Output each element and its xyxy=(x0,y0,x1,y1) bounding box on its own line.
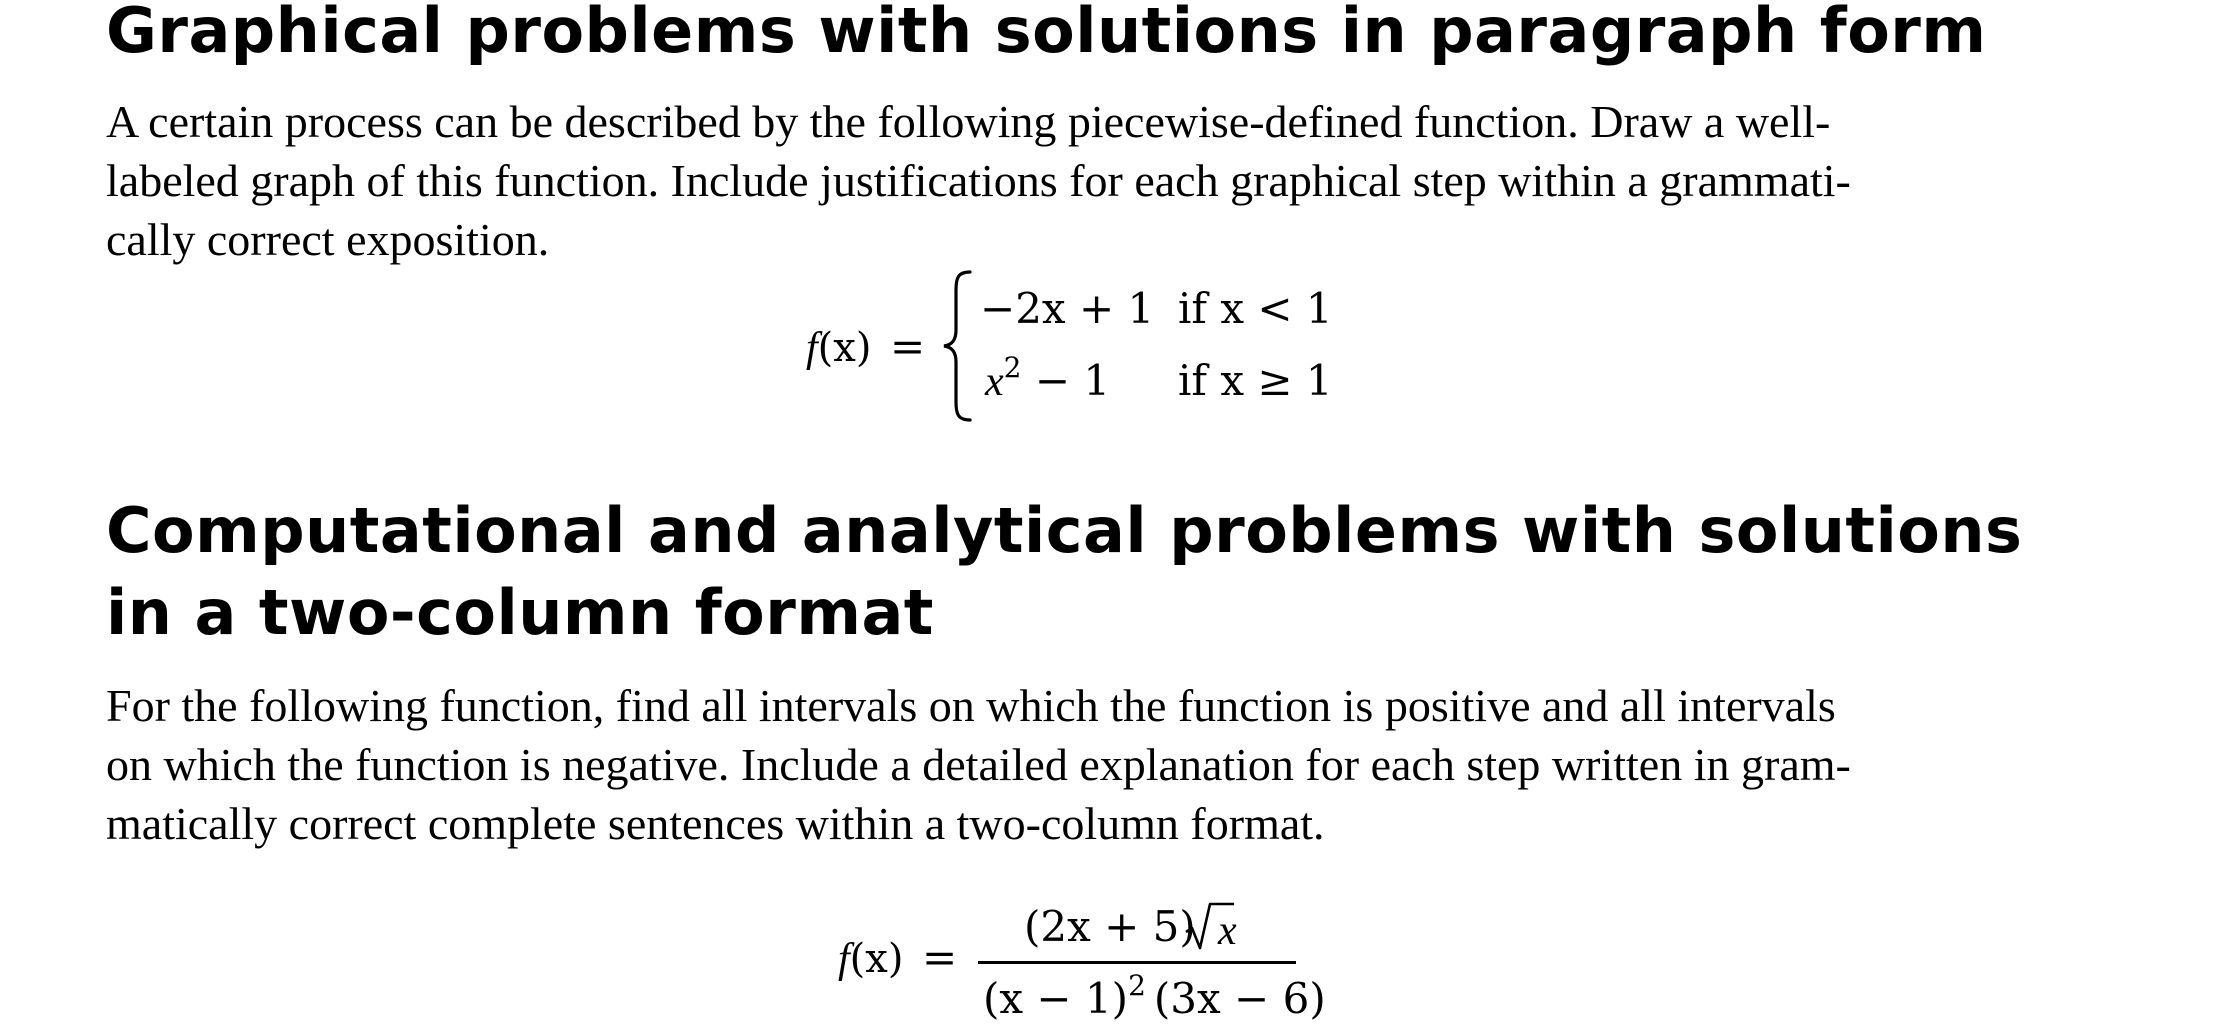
case2-expression: $x^2 - 1$ xyxy=(985,351,1111,405)
paragraph-line: labeled graph of this function. Include justifications for each graphical step within a grammati- xyxy=(106,155,1851,206)
paragraph-line: matically correct complete sentences within a two-column format. xyxy=(106,798,1325,849)
paragraph-line: A certain process can be described by the following piecewise-defined function. Draw a well- xyxy=(106,96,1831,147)
fraction-denominator: $(x - 1)^2$ (3x − 6) xyxy=(983,969,1326,1023)
fraction-numerator: (2x + 5) xyxy=(1024,902,1196,951)
equation-lhs: f(x) = xyxy=(806,322,926,371)
sqrt-argument: x xyxy=(1218,908,1237,954)
paragraph-line: For the following function, find all intervals on which the function is positive and all intervals xyxy=(106,680,1836,731)
section-heading-computational-line2: in a two-column format xyxy=(106,576,934,649)
case1-condition: if x < 1 xyxy=(1178,284,1333,333)
section-heading-computational-line1: Computational and analytical problems with solutions xyxy=(106,494,2023,567)
section1-paragraph xyxy=(106,92,1851,269)
left-brace xyxy=(940,268,974,424)
section-heading-graphical: Graphical problems with solutions in paragraph form xyxy=(106,0,1987,67)
equation-lhs: f(x) = xyxy=(838,933,958,982)
case2-condition: if x ≥ 1 xyxy=(1178,356,1333,405)
section2-paragraph xyxy=(106,676,1851,853)
case1-expression: −2x + 1 xyxy=(980,284,1155,333)
paragraph-line: on which the function is negative. Include a detailed explanation for each step written in gram- xyxy=(106,739,1851,790)
fraction-bar xyxy=(978,961,1296,964)
paragraph-line: cally correct exposition. xyxy=(106,214,550,265)
